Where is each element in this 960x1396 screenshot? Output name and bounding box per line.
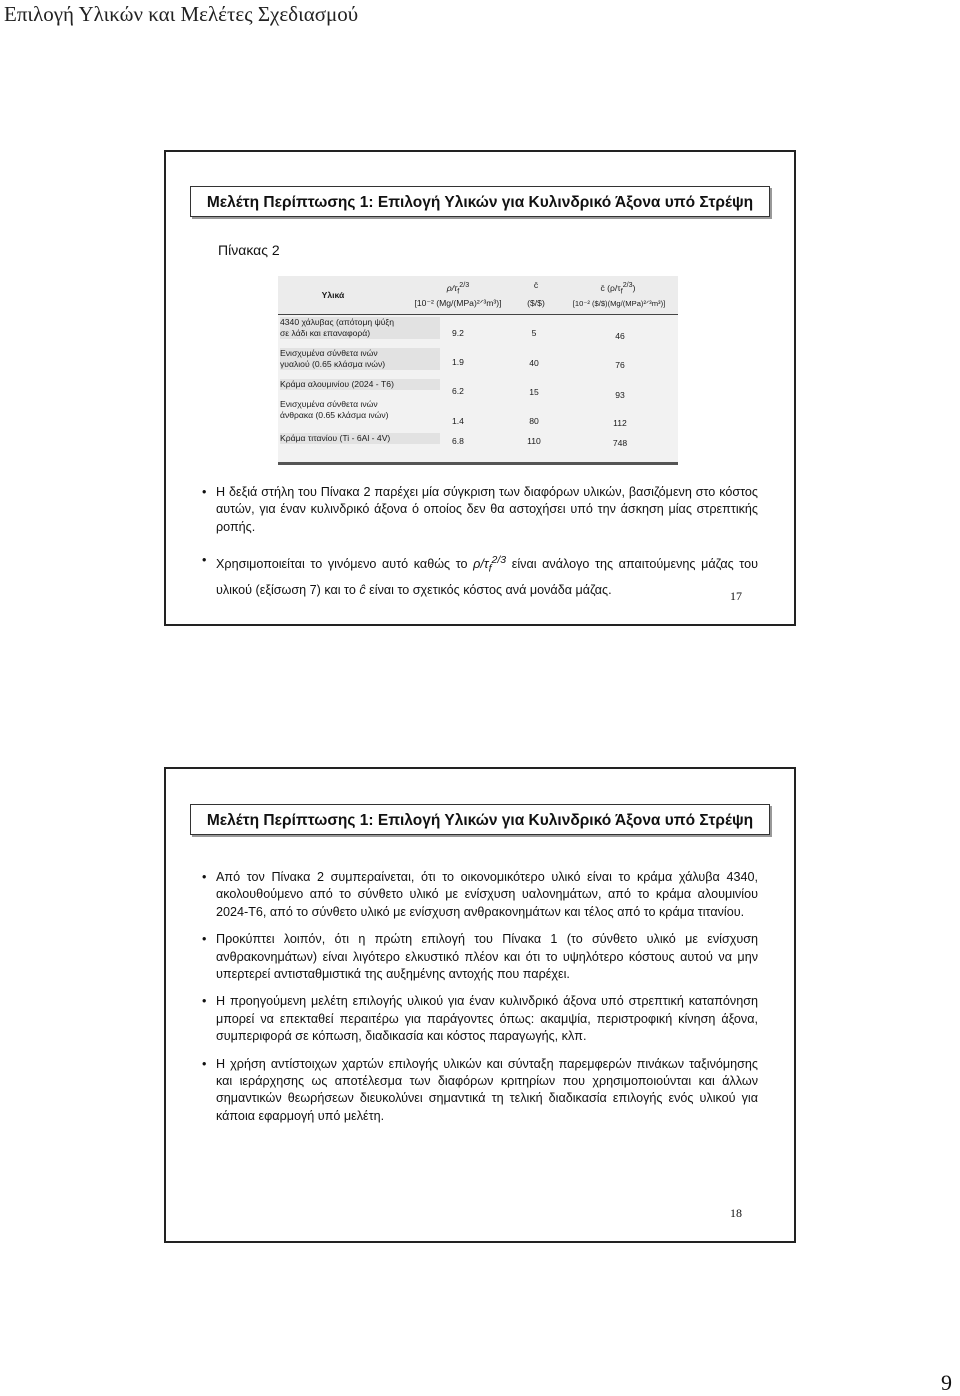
header-col1-symbol: $\rho/\tau_f^{2/3}$ <box>446 281 470 296</box>
table-2-image <box>278 276 678 465</box>
table-cell: 1.4 <box>452 416 464 426</box>
bullet-item: • Από τον Πίνακα 2 συμπεραίνεται, ότι το οικονομικότερο υλικό είναι το κράμα χάλυβα 4340, ακολουθούμενο από το σύνθετο υλικό με ενίσχυση υαλονημάτων, από το κράμα αλουμινίου 2024-T6, από το σύνθετο υλικό με ενίσχυση ανθρακονημάτων και τέλος από το κράμα τιτανίου. <box>202 869 758 921</box>
header-col3-units: [10⁻² ($/$)(Mg/(MPa)²ᐟ³m³)] <box>572 299 666 308</box>
table-cell: 15 <box>529 387 539 397</box>
bullet-item: • Η χρήση αντίστοιχων χαρτών επιλογής υλικών και σύνταξη παρεμφερών πινάκων ταξινόμησης και ιεράρχησης ως αποτέλεσμα των διαφόρων κριτηρίων που χρησιμοποιούνται και άλλων σημαντικών θεωρήσεων διευκολύνει σημαντικά τη τελική διαδικασία επιλογής ενός υλικού για κάποια εφαρμογή υπό μελέτη. <box>202 1056 758 1126</box>
table-row-label: Ενισχυμένα σύνθετα ινών γυαλιού (0.65 κλάσμα ινών) <box>280 348 440 370</box>
slide-18 <box>164 767 796 1243</box>
header-materials: Υλικά <box>321 290 345 300</box>
document-header-title: Επιλογή Υλικών και Μελέτες Σχεδιασμού <box>4 2 359 26</box>
table-row-label: 4340 χάλυβας (απότομη ψύξη σε λάδι και επαναφορά) <box>280 317 440 339</box>
table-cell: 748 <box>612 438 628 448</box>
table-row-label: Ενισχυμένα σύνθετα ινών άνθρακα (0.65 κλάσμα ινών) <box>280 399 389 420</box>
table-header <box>278 276 678 315</box>
table-cell: 40 <box>529 358 539 368</box>
header-col1-units: [10⁻² (Mg/(MPa)²ᐟ³m³)] <box>414 298 502 308</box>
bullet-list <box>202 484 758 615</box>
bullet-item: • Η δεξιά στήλη του Πίνακα 2 παρέχει μία σύγκριση των διαφόρων υλικών, βασιζόμενη στο κόστος αυτών, για έναν κυλινδρικό άξονα ό οποίος δεν θα αστοχήσει υπό την άσκηση μίας στρεπτικής ροπής. <box>202 484 758 536</box>
table-cell: 110 <box>527 436 541 446</box>
table-caption: Πίνακας 2 <box>218 242 280 258</box>
table-cell: 1.9 <box>452 357 464 367</box>
table-cell: 6.8 <box>452 436 464 446</box>
header-col2-symbol: c̄ <box>533 280 539 290</box>
table-cell: 76 <box>615 360 625 370</box>
bullet-item: • Η προηγούμενη μελέτη επιλογής υλικού για έναν κυλινδρικό άξονα υπό στρεπτική καταπόνηση μπορεί να επεκταθεί περαιτέρω για παράγοντες όπως: ακαμψία, περιστροφική κίνηση άξονα, συμπεριφορά σε κόπωση, διαδικασία και κόστος παραγωγής, κλπ. <box>202 993 758 1045</box>
slide-number: 17 <box>730 589 742 603</box>
slide-title: Μελέτη Περίπτωσης 1: Επιλογή Υλικών για Κυλινδρικό Άξονα υπό Στρέψη <box>190 804 770 835</box>
table-cell: 46 <box>615 331 625 341</box>
bullet-item: • Προκύπτει λοιπόν, ότι η πρώτη επιλογή του Πίνακα 1 (το σύνθετο υλικό με ενίσχυση ανθρακονημάτων) είναι λιγότερο ελκυστικό πλέον και ότι το υψηλότερο κόστους αυτού να μην υπερτερεί αντισταθμιστικά της αυξημένης αντοχής που παρέχει. <box>202 931 758 983</box>
table-cell: 80 <box>529 416 539 426</box>
table-row-label: Κράμα τιτανίου (Ti - 6Al - 4V) <box>280 433 440 444</box>
table-cell: 112 <box>613 418 627 428</box>
table-row-label: Κράμα αλουμινίου (2024 - T6) <box>280 379 440 390</box>
page-number: 9 <box>941 1370 952 1395</box>
header-col2-units: ($/$) <box>527 298 545 308</box>
table-cell: 9.2 <box>452 328 464 338</box>
slide-number: 18 <box>730 1206 742 1220</box>
table-cell: 5 <box>531 328 537 338</box>
bullet-item: • Χρησιμοποιείται το γινόμενο αυτό καθώς το $\rho/\tau_f^{2/3}$ είναι ανάλογο της απαιτούμενης μάζας του υλικού (εξίσωση 7) και το ĉ είναι το σχετικός κόστος ανά μονάδα μάζας. <box>202 550 758 601</box>
slide-title: Μελέτη Περίπτωσης 1: Επιλογή Υλικών για Κυλινδρικό Άξονα υπό Στρέψη <box>190 186 770 217</box>
slide-17 <box>164 150 796 626</box>
table-cell: 6.2 <box>452 386 464 396</box>
table-cell: 93 <box>615 390 625 400</box>
header-col3-symbol: c̄ $(\rho/\tau_f^{2/3})$ <box>600 281 636 296</box>
bullet-list <box>202 869 758 1135</box>
